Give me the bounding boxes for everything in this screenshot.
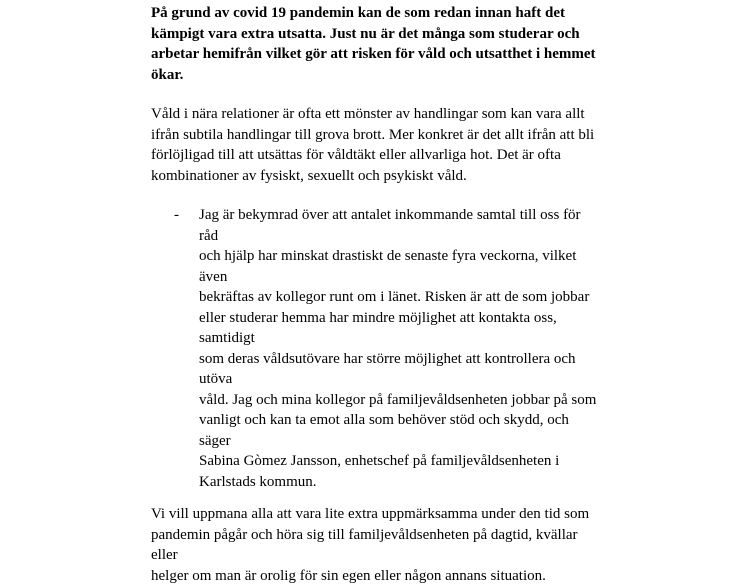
- document-page: [151, 0, 601, 586]
- quote-text: Jag är bekymrad över att antalet inkommande samtal till oss för råd och hjälp har minskat drastiskt de senaste fyra veckorna, vilket även bekräftas av kollegor runt om i länet. Risken är att de som jobbar eller studerar hemma har mindre möjlighet att kontakta oss, samtidigt som deras våldsutövare har större möjlighet att kontrollera och utöva våld. Jag och mina kollegor på familjevåldsenheten jobbar på som vanligt och kan ta emot alla som behöver stöd och skydd, och säger Sabina Gòmez Jansson, enhetschef på familjevåldsenheten i Karlstads kommun.: [199, 207, 597, 490]
- lead-paragraph: På grund av covid 19 pandemin kan de som redan innan haft det kämpigt vara extra utsatta. Just nu är det många som studerar och arbetar hemifrån vilket gör att risken för våld och utsatthet i hemmet ökar.: [151, 5, 596, 83]
- body-paragraph-violence: Våld i nära relationer är ofta ett mönster av handlingar som kan vara allt ifrån subtila handlingar till grova brott. Mer konkret är det allt ifrån att bli förlöjligad till att utsättas för våldtäkt eller allvarliga hot. Det är ofta kombinationer av fysiskt, sexuellt och psykiskt våld.: [151, 106, 595, 184]
- quote-list-item: [151, 205, 601, 492]
- list-dash: -: [174, 207, 179, 223]
- body-paragraph-appeal: Vi vill uppmana alla att vara lite extra uppmärksamma under den tid som pandemin pågår och höra sig till familjevåldsenheten på dagtid, kvällar eller helger om man är orolig för sin egen eller någon annans situation.: [151, 506, 590, 584]
